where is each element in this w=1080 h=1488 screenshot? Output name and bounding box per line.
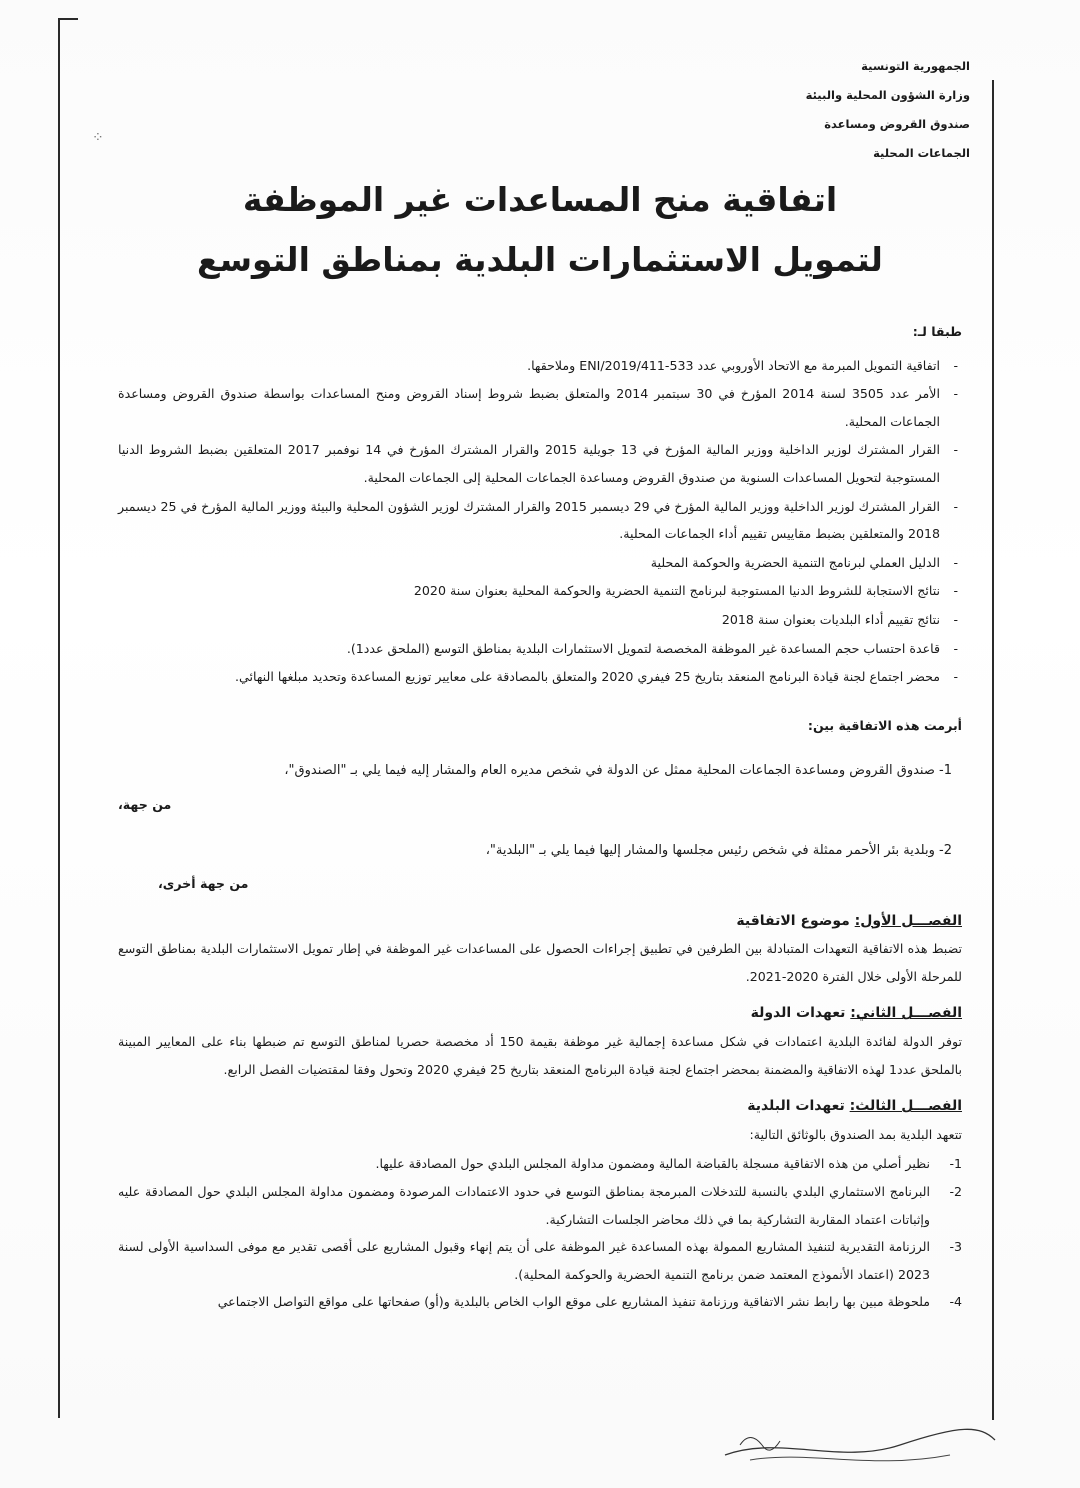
commitment-number: 3- bbox=[949, 1239, 962, 1255]
commitment-item bbox=[118, 1233, 962, 1288]
document-title-line1: اتفاقية منح المساعدات غير الموظفة bbox=[242, 180, 838, 219]
reference-item: - قاعدة احتساب حجم المساعدة غير الموظفة المخصصة لتمويل الاستثمارات البلدية بمناطق التوسع (الملحق عدد1). bbox=[118, 635, 962, 663]
header-fund-cont: الجماعات المحلية bbox=[873, 146, 970, 160]
commitment-item bbox=[118, 1178, 962, 1233]
commitment-number: 2- bbox=[949, 1184, 962, 1200]
commitment-text: نظير أصلي من هذه الاتفاقية مسجلة بالقباضة المالية ومضمون مداولة المجلس البلدي حول المصادقة عليها. bbox=[375, 1156, 930, 1172]
party-note-1: من جهة، bbox=[118, 796, 172, 812]
commitment-number: 1- bbox=[949, 1156, 962, 1172]
chapter2-text: توفر الدولة لفائدة البلدية اعتمادات في شكل مساعدة إجمالية غير موظفة بقيمة 150 أد مخصصة حصريا لمناطق التوسع تم ضبطها بناء على المعايير المبينة بالملحق عدد1 لهذه الاتفاقية والمضمنة بمحضر اجتماع لجنة قيادة البرنامج المنعقد بتاريخ 25 فيفري 2020 وتحول وفقا لمقتضيات الفصل الرابع. bbox=[118, 1034, 962, 1077]
chapter3-intro: تتعهد البلدية بمد الصندوق بالوثائق التالية: bbox=[749, 1126, 962, 1142]
reference-item: - القرار المشترك لوزير الداخلية ووزير المالية المؤرخ في 29 ديسمبر 2015 والقرار المشترك لوزير الشؤون المحلية والبيئة ووزير المالية المؤرخ في 25 ديسمبر 2018 والمتعلقين بضبط مقاييس تقييم أداء الجماعات المحلية. bbox=[118, 493, 962, 548]
commitment-text: ملحوظة مبين بها رابط نشر الاتفاقية ورزنامة تنفيذ المشاريع على موقع الواب الخاص بالبلدية و(أو) صفحاتها على مواقع التواصل الاجتماعي bbox=[217, 1294, 930, 1310]
party-municipality: 2- وبلدية بئر الأحمر ممثلة في شخص رئيس مجلسها والمشار إليها فيما يلي بـ "البلدية"، bbox=[485, 842, 952, 858]
document-body bbox=[118, 318, 962, 1316]
reference-item: - القرار المشترك لوزير الداخلية ووزير المالية المؤرخ في 13 جويلية 2015 والقرار المشترك المؤرخ في 14 نوفمبر 2017 المتعلقين بضبط الشروط الدنيا المستوجبة لتحويل المساعدات السنوية من صندوق القروض ومساعدة الجماعات المحلية إلى الجماعات المحلية. bbox=[118, 436, 962, 491]
commitment-item bbox=[118, 1150, 962, 1178]
commitment-number: 4- bbox=[949, 1294, 962, 1310]
references-list bbox=[118, 352, 962, 691]
reference-item: - محضر اجتماع لجنة قيادة البرنامج المنعقد بتاريخ 25 فيفري 2020 والمتعلق بالمصادقة على معايير توزيع المساعدة وتحديد مبلغها النهائي. bbox=[118, 663, 962, 691]
header-country: الجمهورية التونسية bbox=[861, 59, 970, 73]
chapter3-heading bbox=[118, 1093, 962, 1121]
commitment-item bbox=[118, 1288, 962, 1316]
parties-heading: أبرمت هذه الاتفاقية بين: bbox=[807, 717, 962, 733]
chapter3-list bbox=[118, 1150, 962, 1316]
signature-scribble bbox=[720, 1415, 1000, 1475]
chapter2-title: تعهدات الدولة bbox=[750, 1005, 846, 1022]
chapter1-prefix: الفصـــل الأول: bbox=[854, 912, 962, 929]
reference-item: - الدليل العملي لبرنامج التنمية الحضرية والحوكمة المحلية bbox=[118, 549, 962, 577]
reference-item: - الأمر عدد 3505 لسنة 2014 المؤرخ في 30 سبتمبر 2014 والمتعلق بضبط شروط إسناد القروض ومنح المساعدات بواسطة صندوق القروض ومساعدة الجماعات المحلية. bbox=[118, 380, 962, 435]
document-title-line2: لتمويل الاستثمارات البلدية بمناطق التوسع bbox=[197, 240, 883, 279]
chapter1-text: تضبط هذه الاتفاقية التعهدات المتبادلة بين الطرفين في تطبيق إجراءات الحصول على المساعدات غير الموظفة في إطار تمويل الاستثمارات البلدية بمناطق التوسع للمرحلة الأولى خلال الفترة 2020-2021. bbox=[118, 941, 962, 984]
header-ministry: وزارة الشؤون المحلية والبيئة bbox=[805, 88, 970, 102]
chapter1-title: موضوع الاتفاقية bbox=[736, 912, 850, 929]
party-fund: 1- صندوق القروض ومساعدة الجماعات المحلية ممثل عن الدولة في شخص مديره العام والمشار إليه فيما يلي بـ "الصندوق"، bbox=[284, 763, 952, 779]
chapter3-title: تعهدات البلدية bbox=[747, 1098, 845, 1115]
party-note-2: من جهة أخرى، bbox=[158, 876, 249, 892]
reference-item: - اتفاقية التمويل المبرمة مع الاتحاد الأوروبي عدد ENI/2019/411-533 وملاحقها. bbox=[118, 352, 962, 380]
header-fund: صندوق القروض ومساعدة bbox=[824, 117, 970, 131]
chapter2-heading bbox=[118, 1000, 962, 1028]
reference-item: - نتائج الاستجابة للشروط الدنيا المستوجبة لبرنامج التنمية الحضرية والحوكمة المحلية بعنوان سنة 2020 bbox=[118, 577, 962, 605]
references-heading: طبقا لـ: bbox=[912, 324, 962, 339]
right-border-line bbox=[992, 80, 994, 1420]
commitment-text: البرنامج الاستثماري البلدي بالنسبة للتدخلات المبرمجة بمناطق التوسع في حدود الاعتمادات المرصودة ومضمون مداولة المجلس البلدي حول المصادقة عليه وإثباتات اعتماد المقاربة التشاركية بما في ذلك محاضر الجلسات التشاركية. bbox=[118, 1184, 930, 1227]
letterhead bbox=[670, 52, 970, 168]
chapter1-heading bbox=[118, 908, 962, 936]
top-border-line bbox=[58, 18, 78, 20]
left-border-line bbox=[58, 18, 60, 1418]
reference-item: - نتائج تقييم أداء البلديات بعنوان سنة 2018 bbox=[118, 606, 962, 634]
chapter3-prefix: الفصـــل الثالث: bbox=[849, 1098, 962, 1115]
commitment-text: الرزنامة التقديرية لتنفيذ المشاريع الممولة بهذه المساعدة غير الموظفة على أن يتم إنهاء وقبول المشاريع على أقصى تقدير مع موفى السداسية الأولى لسنة 2023 (اعتماد الأنموذج المعتمد ضمن برنامج التنمية الحضرية والحوكمة المحلية). bbox=[118, 1239, 930, 1282]
chapter2-prefix: الفصـــل الثاني: bbox=[850, 1005, 962, 1022]
scan-speck: ⁘ bbox=[92, 130, 104, 146]
